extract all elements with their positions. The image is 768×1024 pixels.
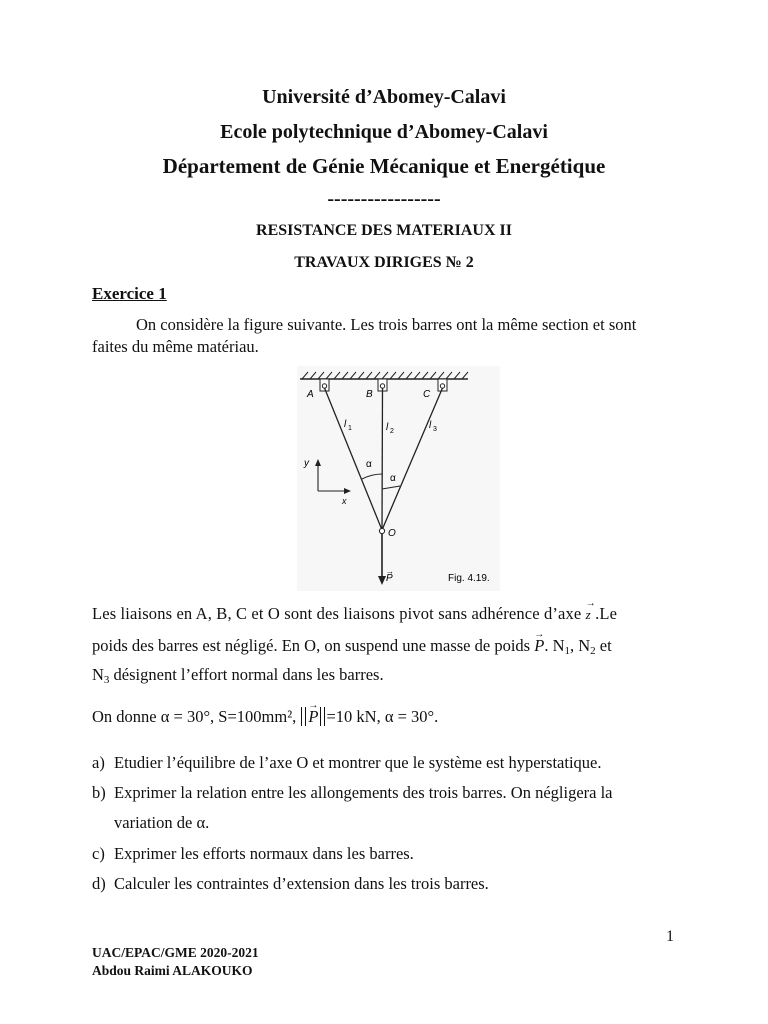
body-line1: Les liaisons en A, B, C et O sont des liaisons pivot sans adhérence d’axe → z .Le: [92, 604, 686, 625]
school-title: Ecole polytechnique d’Abomey-Calavi: [220, 121, 548, 143]
label-P-vector-arrow: →: [386, 567, 394, 576]
course-title: RESISTANCE DES MATERIAUX II: [256, 222, 512, 239]
label-y: y: [304, 458, 309, 469]
P-norm: → P: [301, 707, 325, 726]
label-l2: l: [386, 422, 389, 433]
page-number: 1: [666, 928, 674, 945]
exercise-intro-line1: On considère la figure suivante. Les trois barres ont la même section et sont: [136, 315, 637, 334]
footer-line1: UAC/EPAC/GME 2020-2021: [92, 945, 259, 960]
td-title: TRAVAUX DIRIGES № 2: [294, 254, 474, 271]
university-title: Université d’Abomey-Calavi: [262, 86, 506, 108]
label-A: A: [307, 389, 314, 400]
z-vector: → z: [586, 605, 591, 625]
question-b: b) Exprimer la relation entre les allongements des trois barres. On négligera la: [92, 783, 613, 802]
label-l3: l: [429, 420, 432, 431]
label-x: x: [342, 496, 347, 506]
label-l3-sub: 3: [433, 426, 437, 433]
truss-figure: [290, 366, 505, 591]
question-b-cont: variation de α.: [114, 813, 210, 832]
label-alpha-2: α: [390, 473, 396, 484]
question-c: c) Exprimer les efforts normaux dans les barres.: [92, 844, 414, 863]
bar-2: [382, 388, 383, 530]
label-l1: l: [344, 419, 347, 430]
label-P: P: [386, 573, 393, 584]
exercise-title: Exercice 1: [92, 284, 167, 303]
figure-caption: Fig. 4.19.: [448, 573, 490, 584]
body-line3: $N_3$ désignent l’effort normal dans les barres.: [92, 665, 384, 686]
label-C: C: [423, 389, 431, 400]
exercise-intro-line2: faites du même matériau.: [92, 337, 259, 356]
body-line2: poids des barres est négligé. En O, on suspend une masse de poids → P. $N_1$, $N_2$ et: [92, 636, 686, 661]
header-separator: -----------------: [327, 188, 441, 210]
footer-line2: Abdou Raimi ALAKOUKO: [92, 963, 253, 978]
label-alpha-1: α: [366, 459, 372, 470]
label-l1-sub: 1: [348, 425, 352, 432]
department-title: Département de Génie Mécanique et Energétique: [162, 154, 606, 178]
label-O: O: [388, 528, 396, 539]
P-vector: → P: [534, 636, 544, 656]
figure-background: [297, 366, 500, 591]
node-O: [379, 528, 384, 533]
question-a: a) Etudier l’équilibre de l’axe O et montrer que le système est hyperstatique.: [92, 753, 602, 772]
given-data: On donne α = 30°, S=100mm², → P =10 kN, α = 30°.: [92, 707, 438, 727]
label-l2-sub: 2: [390, 428, 394, 435]
label-B: B: [366, 389, 373, 400]
question-d: d) Calculer les contraintes d’extension dans les trois barres.: [92, 874, 489, 893]
